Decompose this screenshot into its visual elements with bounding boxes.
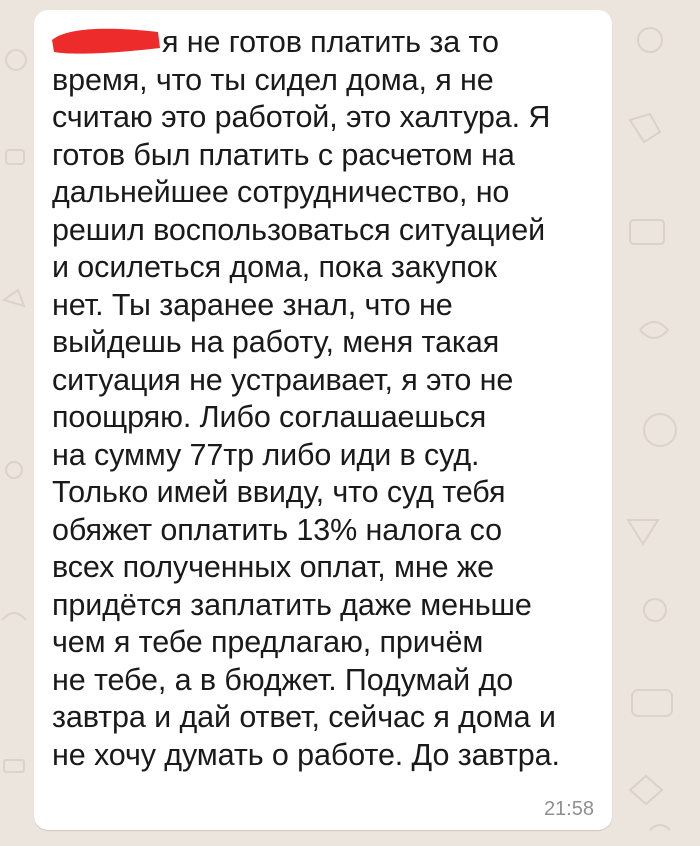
message-line: не тебе, а в бюджет. Подумай до <box>52 662 514 697</box>
message-line: решил воспользоваться ситуацией <box>52 212 546 247</box>
message-line: на сумму 77тр либо иди в суд. <box>52 437 480 472</box>
message-line: всех полученных оплат, мне же <box>52 550 494 584</box>
redaction-mark <box>52 26 160 58</box>
message-line: готов был платить с расчетом на <box>52 137 515 172</box>
message-line: завтра и дай ответ, сейчас я дома и <box>52 700 556 734</box>
message-line: ситуация не устраивает, я это не <box>52 362 514 397</box>
message-line: Только имей ввиду, что суд тебя <box>52 475 506 509</box>
message-line: поощряю. Либо соглашаешься <box>52 400 487 434</box>
message-line: придётся заплатить даже меньше <box>52 587 532 622</box>
message-line: время, что ты сидел дома, я не <box>52 62 494 97</box>
message-text <box>52 24 604 774</box>
message-line: считаю это работой, это халтура. Я <box>52 100 551 134</box>
message-timestamp: 21:58 <box>543 798 594 820</box>
redaction-scribble <box>52 29 160 54</box>
message-line: обяжет оплатить 13% налога со <box>52 512 502 547</box>
message-line: нет. Ты заранее знал, что не <box>52 287 453 322</box>
message-line <box>52 24 604 62</box>
message-line: и осилеться дома, пока закупок <box>52 250 497 284</box>
message-line: выйдешь на работу, меня такая <box>52 325 500 359</box>
message-line: чем я тебе предлагаю, причём <box>52 625 484 659</box>
message-line: дальнейшее сотрудничество, но <box>52 175 510 209</box>
message-line-text: я не готов платить за то <box>162 25 499 59</box>
message-bubble[interactable] <box>34 10 612 830</box>
message-line: не хочу думать о работе. До завтра. <box>52 737 560 772</box>
